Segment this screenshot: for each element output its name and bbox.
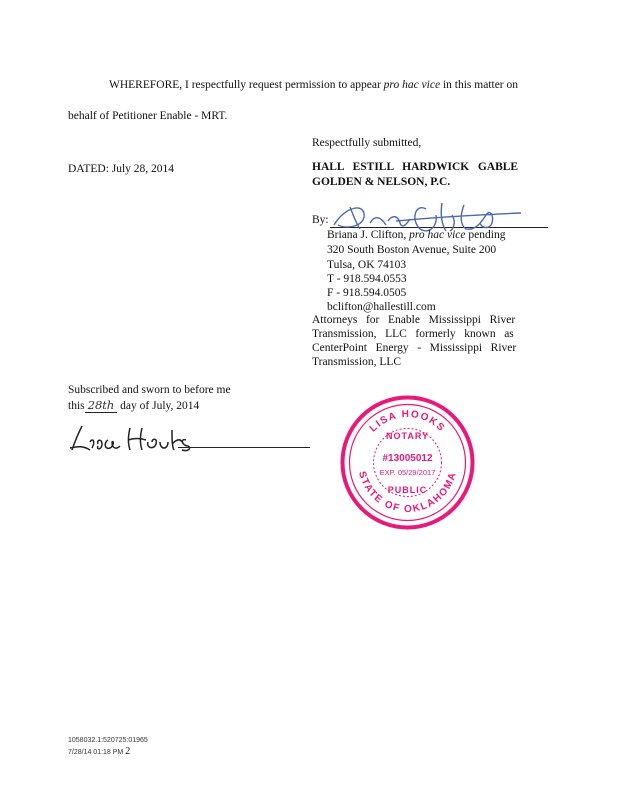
this-prefix: this <box>68 400 85 412</box>
request-tail: in this matter on <box>442 79 519 91</box>
dated-line: DATED: July 28, 2014 <box>68 163 175 175</box>
signer-name: Briana J. Clifton, <box>327 229 407 241</box>
request-line <box>109 79 518 91</box>
address-line1: 320 South Boston Avenue, Suite 200 <box>327 244 497 256</box>
pro-hac-vice-text: pro hac vice <box>383 79 441 91</box>
seal-notary-text: NOTARY <box>386 431 429 441</box>
firm-name-line2: GOLDEN & NELSON, P.C. <box>312 176 451 188</box>
attorneys-for-line4: Transmission, LLC <box>312 356 402 368</box>
attorneys-for-line1: Attorneys for Enable Mississippi River <box>312 314 516 326</box>
address-line2: Tulsa, OK 74103 <box>327 259 407 271</box>
page-number: 2 <box>125 746 131 757</box>
signer-status-tail: pending <box>468 229 506 241</box>
handwritten-day: 28th <box>85 398 118 413</box>
fax-number: F - 918.594.0505 <box>327 287 407 299</box>
firm-name-line1: HALL ESTILL HARDWICK GABLE <box>312 161 519 173</box>
footer-timestamp: 7/28/14 01:18 PM <box>68 749 124 756</box>
seal-bottom-text: STATE OF OKLAHOMA <box>355 470 460 516</box>
seal-top-text: LISA HOOKS <box>367 408 448 435</box>
attorneys-for-line3: CenterPoint Energy - Mississippi River <box>312 342 517 354</box>
subscribed-line: Subscribed and sworn to before me <box>68 384 231 396</box>
notary-seal <box>340 395 475 530</box>
request-text: WHEREFORE, I respectfully request permission to appear <box>109 79 381 91</box>
footer-timestamp-line <box>68 746 130 757</box>
seal-number: #13005012 <box>382 453 433 464</box>
by-label: By: <box>312 214 329 226</box>
seal-expiration: EXP. 05/29/2017 <box>379 468 436 477</box>
day-line <box>68 398 199 412</box>
attorneys-for-line2: Transmission, LLC formerly known as <box>312 328 514 340</box>
day-suffix: day of July, 2014 <box>120 400 200 412</box>
document-id: 1058032.1:520725:01965 <box>68 737 148 744</box>
signer-status: pro hac vice <box>409 229 466 241</box>
behalf-line: behalf of Petitioner Enable - MRT. <box>68 110 228 122</box>
seal-public-text: PUBLIC <box>387 485 428 495</box>
respectfully-submitted: Respectfully submitted, <box>312 137 422 149</box>
phone-number: T - 918.594.0553 <box>327 273 407 285</box>
email-address: bclifton@hallestill.com <box>327 301 436 313</box>
notary-signature <box>68 420 198 454</box>
signer-name-line <box>327 229 505 241</box>
